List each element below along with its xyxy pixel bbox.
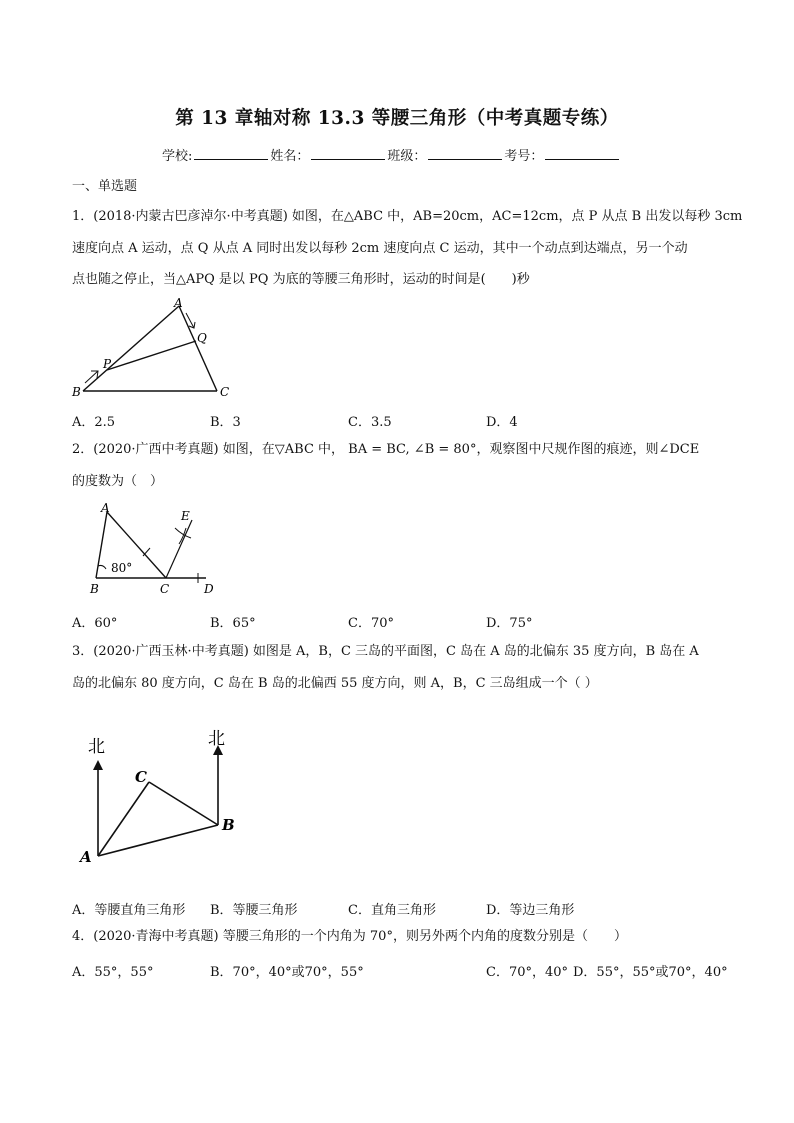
q1-option-b[interactable]: B．3 bbox=[210, 415, 241, 430]
q1-line-2: 速度向点 A 运动，点 Q 从点 A 同时出发以每秒 2cm 速度向点 C 运动，其中一个动点到达端点，另一个动 bbox=[72, 241, 688, 256]
q1-label-b: B bbox=[72, 385, 81, 399]
name-label: 姓名： bbox=[270, 149, 310, 164]
q2-line-2: 的度数为（ ） bbox=[72, 474, 164, 489]
q1-line-1: 1．(2018·内蒙古巴彦淖尔·中考真题) 如图，在△ABC 中，AB=20cm，AC=12cm，点 P 从点 B 出发以每秒 3cm bbox=[72, 209, 743, 224]
school-blank bbox=[194, 147, 268, 160]
q2-label-c: C bbox=[160, 582, 170, 596]
q1-label-a: A bbox=[174, 296, 183, 310]
class-blank bbox=[428, 147, 502, 160]
q1-triangle-figure bbox=[60, 295, 250, 405]
q3-label-a: A bbox=[80, 848, 92, 866]
q2-label-d: D bbox=[204, 582, 214, 596]
q2-label-angle: 80° bbox=[111, 561, 133, 575]
section-heading: 一、单选题 bbox=[72, 179, 138, 194]
q3-north-label-b: 北 bbox=[208, 729, 225, 749]
q1-label-p: P bbox=[103, 357, 112, 371]
q3-option-a[interactable]: A．等腰直角三角形 bbox=[72, 903, 186, 918]
exam-no-blank bbox=[545, 147, 619, 160]
q1-option-d[interactable]: D．4 bbox=[486, 415, 518, 430]
q4-option-a[interactable]: A．55°，55° bbox=[72, 965, 154, 980]
q1-option-c[interactable]: C．3.5 bbox=[348, 415, 392, 430]
q3-islands-figure bbox=[72, 720, 252, 870]
q3-line-2: 岛的北偏东 80 度方向，C 岛在 B 岛的北偏西 55 度方向，则 A，B，C 三岛组成一个（ ） bbox=[72, 676, 598, 691]
q2-label-e: E bbox=[181, 509, 190, 523]
q1-label-q: Q bbox=[197, 331, 207, 345]
exam-no-label: 考号： bbox=[504, 149, 544, 164]
q2-option-c[interactable]: C．70° bbox=[348, 616, 394, 631]
q1-label-c: C bbox=[220, 385, 230, 399]
q4-line-1: 4．(2020·青海中考真题) 等腰三角形的一个内角为 70°，则另外两个内角的度数分别是（ ） bbox=[72, 929, 627, 944]
q4-option-b[interactable]: B．70°，40°或70°，55° bbox=[210, 965, 364, 980]
q4-option-d[interactable]: D．55°，55°或70°，40° bbox=[573, 965, 728, 980]
name-blank bbox=[311, 147, 385, 160]
q3-option-d[interactable]: D．等边三角形 bbox=[486, 903, 575, 918]
q2-label-b: B bbox=[90, 582, 99, 596]
school-label: 学校: bbox=[162, 149, 193, 164]
q2-construction-figure bbox=[86, 500, 226, 600]
student-info-line bbox=[162, 145, 621, 164]
q2-option-d[interactable]: D．75° bbox=[486, 616, 533, 631]
q1-option-a[interactable]: A．2.5 bbox=[72, 415, 116, 430]
q2-label-a: A bbox=[101, 501, 110, 515]
q3-label-b: B bbox=[222, 816, 235, 834]
q4-option-c[interactable]: C．70°，40° bbox=[486, 965, 569, 980]
q3-option-c[interactable]: C．直角三角形 bbox=[348, 903, 436, 918]
q1-line-3: 点也随之停止，当△APQ 是以 PQ 为底的等腰三角形时，运动的时间是( )秒 bbox=[72, 272, 530, 287]
q2-option-b[interactable]: B．65° bbox=[210, 616, 256, 631]
q3-line-1: 3．(2020·广西玉林·中考真题) 如图是 A，B，C 三岛的平面图，C 岛在 A 岛的北偏东 35 度方向，B 岛在 A bbox=[72, 644, 699, 659]
q2-option-a[interactable]: A．60° bbox=[72, 616, 118, 631]
q2-line-1: 2．(2020·广西中考真题) 如图，在▽ABC 中， BA = BC, ∠B = 80°，观察图中尺规作图的痕迹，则∠DCE bbox=[72, 442, 700, 457]
q3-option-b[interactable]: B．等腰三角形 bbox=[210, 903, 298, 918]
page-title: 第 13 章轴对称 13.3 等腰三角形（中考真题专练） bbox=[175, 108, 619, 129]
class-label: 班级： bbox=[387, 149, 427, 164]
q3-north-label-a: 北 bbox=[88, 737, 105, 757]
q3-label-c: C bbox=[135, 768, 147, 786]
